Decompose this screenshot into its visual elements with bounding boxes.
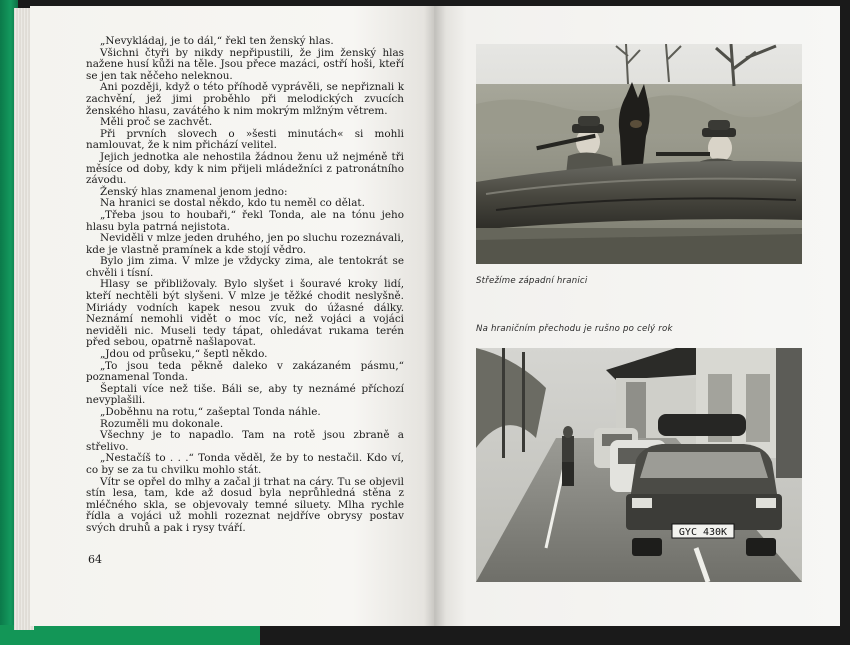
photo-border-crossing <box>476 348 802 582</box>
paragraph: „Jdou od průseku,“ šeptl někdo. <box>100 348 268 361</box>
paragraph: Při prvních slovech o »šesti minutách« si mohli namlouvat, že k nim přichází velitel. <box>86 127 404 152</box>
paragraph: Neviděli v mlze jeden druhého, jen po sluchu rozeznávali, kde je vlastně pramínek a kde stojí vědro. <box>86 232 404 256</box>
page-number: 64 <box>88 553 102 566</box>
paragraph: Všechny je to napadlo. Tam na rotě jsou zbraně a střelivo. <box>86 429 404 453</box>
caption-bottom: Na hraničním přechodu je rušno po celý rok <box>476 324 673 334</box>
paragraph: Šeptali více než tiše. Báli se, aby ty neznámé příchozí nevyplašili. <box>86 382 404 407</box>
border-crossing-illustration <box>476 348 802 582</box>
paragraph: Ženský hlas znamenal jenom jedno: <box>100 185 288 198</box>
caption-top: Střežíme západní hranici <box>476 276 588 286</box>
paragraph: Hlasy se přibližovaly. Bylo slyšet i šouravé kroky lidí, kteří nechtěli být slyšeni. V mlze je těžké chodit neslyšně. Miriády vodních kapek nesou zvuk do úžasné dálky. Neznámí nemohli vidět o moc víc, než vojáci a vojáci neviděli nic. Museli tedy tápat, ohledávat rukama terén před sebou, opatrně našlapovat. <box>86 278 404 349</box>
paragraph: Na hranici se dostal někdo, kdo tu neměl co dělat. <box>100 197 365 210</box>
book-gutter <box>424 6 446 626</box>
paragraph: Měli proč se zachvět. <box>100 116 213 129</box>
paragraph: Všichni čtyři by nikdy nepřipustili, že jim ženský hlas nažene husí kůži na těle. Jsou přece mazáci, ostří hoši, kteří se jen tak něčeho neleknou. <box>86 46 404 82</box>
book-cover-edge <box>0 625 260 645</box>
photo-border-guards <box>476 44 802 264</box>
border-guards-illustration <box>476 44 802 264</box>
paragraph: „Třeba jsou to houbaři,“ řekl Tonda, ale na tónu jeho hlasu byla patrná nejistota. <box>86 208 404 233</box>
paragraph: „Nevykládaj, je to dál,“ řekl ten ženský hlas. <box>100 35 334 47</box>
paragraph: Vítr se opřel do mlhy a začal ji trhat na cáry. Tu se objevil stín lesa, tam, kde až dosud byla neprůhledná stěna z mléčného skla, se objevovaly temné siluety. Mlha rychle řídla a vojáci už mohli rozeznat nejdříve obrysy postav svých druhů a pak i rysy tváří. <box>86 475 404 534</box>
paragraph: Bylo jim zima. V mlze je vždycky zima, ale tentokrát se chvěli i tísní. <box>86 255 404 279</box>
paragraph: Jejich jednotka ale nehostila žádnou ženu už nejméně tři měsíce od doby, kdy k nim přijeli mládežníci z patronátního závodu. <box>86 150 404 187</box>
paragraph: „To jsou teda pěkně daleko v zakázaném pásmu,“ poznamenal Tonda. <box>86 359 404 384</box>
paragraph: Rozuměli mu dokonale. <box>100 417 224 430</box>
paragraph: „Nestačíš to . . .“ Tonda věděl, že by to nestačil. Kdo ví, co by se za tu chvilku mohlo stát. <box>86 452 404 476</box>
left-page-text <box>86 36 404 535</box>
paragraph: „Doběhnu na rotu,“ zašeptal Tonda náhle. <box>100 406 321 418</box>
license-plate: GYC 430K <box>678 527 728 538</box>
paragraph: Ani později, když o této příhodě vyprávěli, se nepřiznali k zachvění, jež jimi proběhlo při melodických zvucích ženského hlasu, zavátého k nim mokrým mlžným větrem. <box>86 81 404 117</box>
